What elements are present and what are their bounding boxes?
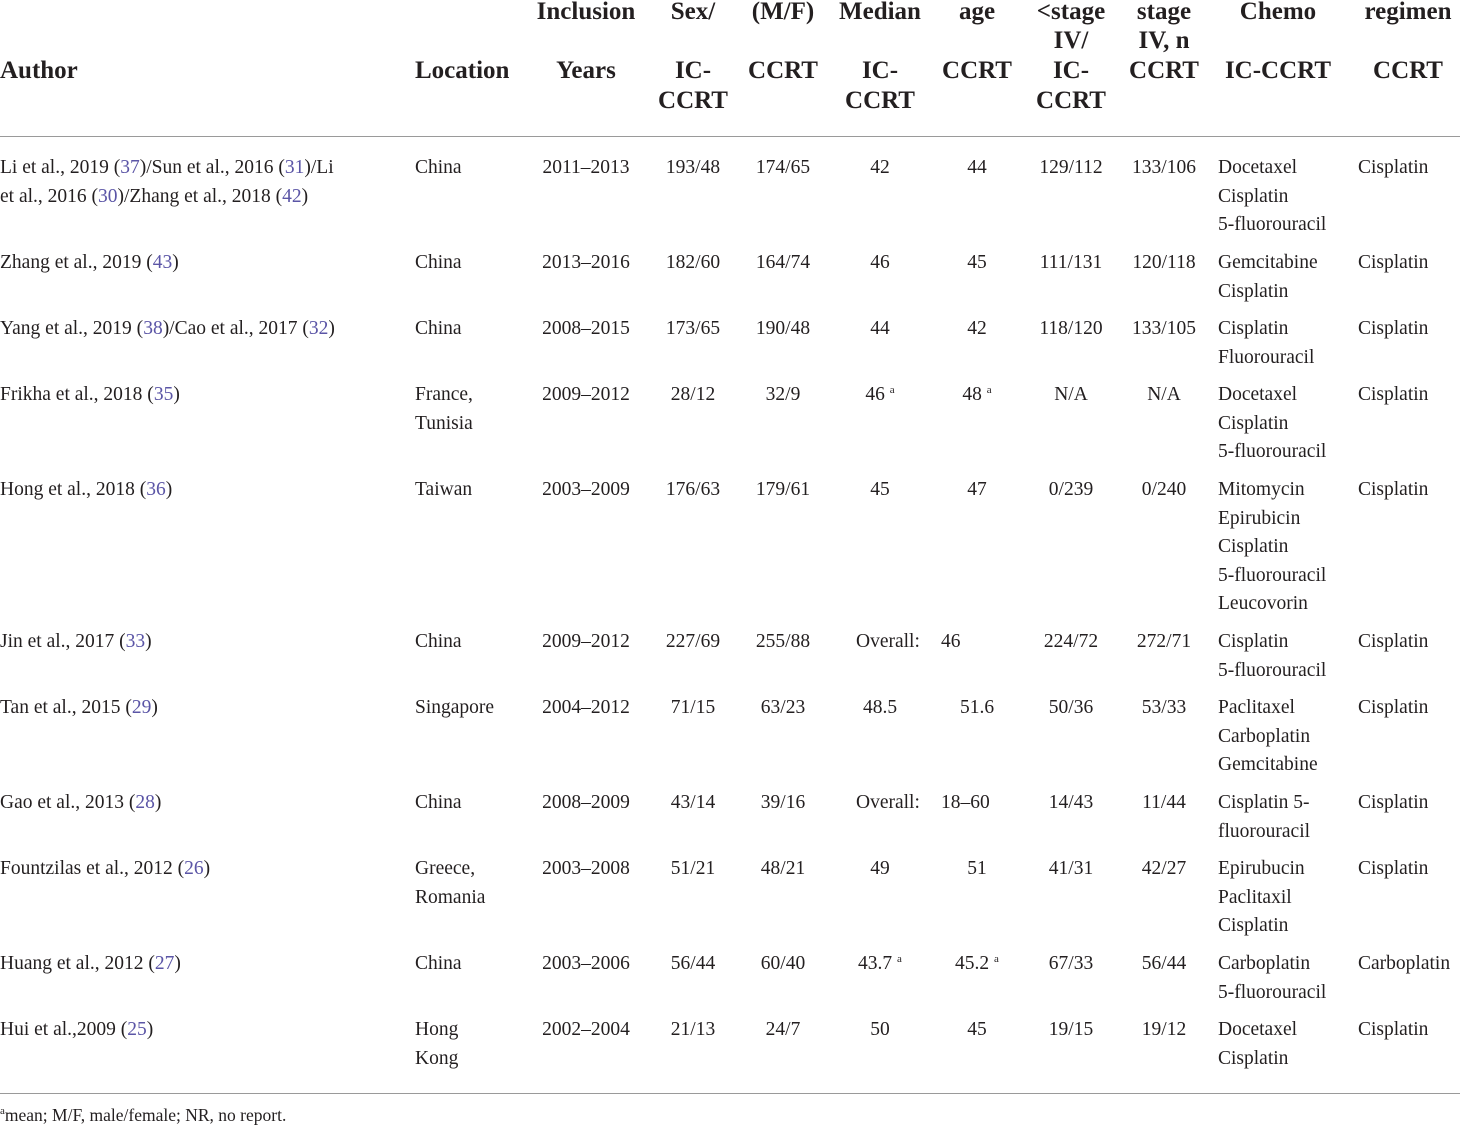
chemo-ic-line: Cisplatin [1218, 631, 1289, 652]
chemo-ic-line: Gemcitabine [1218, 754, 1318, 776]
chemo-ccrt-cell: Cisplatin [1358, 384, 1429, 405]
location-cell: China [415, 252, 462, 273]
years-cell [526, 381, 646, 410]
header-col-stage-ic-line-2: IV/ [1053, 27, 1089, 54]
sex-ic-cell-value: 176/63 [665, 479, 721, 500]
header-col-age-ic-line-2: IC- [861, 57, 899, 84]
years-cell [526, 476, 646, 505]
author-line [0, 950, 181, 979]
header-col-sex-ic-line-2: IC- [674, 57, 712, 84]
sex-ccrt-cell-value: 63/23 [760, 697, 806, 718]
location-cell: Taiwan [415, 479, 473, 500]
chemo-ic-line: Mitomycin [1218, 479, 1305, 500]
chemo-ccrt-cell: Cisplatin [1358, 479, 1429, 500]
sex-ccrt-cell [723, 789, 843, 818]
chemo-ccrt-cell: Cisplatin [1358, 1019, 1429, 1040]
age-ic-cell-value: 44 [870, 318, 890, 339]
author-line [0, 789, 161, 818]
author-text: Jin et al., 2017 ( [0, 631, 126, 652]
header-col-chemo-ic-line-1: Chemo [1239, 0, 1317, 25]
stage-ccrt-cell [1104, 476, 1224, 505]
stage-ccrt-cell [1104, 789, 1224, 818]
age-ic-cell-value: 43.7 [858, 953, 893, 974]
chemo-ic-line: Epirubicin [1218, 507, 1301, 529]
years-cell-value: 2013–2016 [542, 252, 630, 273]
header-col-sex-ic-line-3: CCRT [658, 87, 728, 114]
chemo-ic-line: Docetaxel [1218, 157, 1298, 178]
header-col-age-ccrt-line-2: CCRT [942, 57, 1012, 84]
age-ic-cell-value: 49 [870, 858, 890, 879]
sex-ccrt-cell-value: 32/9 [765, 384, 801, 405]
author-text: ) [165, 479, 173, 500]
header-col-location-line-1: Location [415, 57, 510, 84]
header-col-chemo-ccrt-line-1: regimen [1364, 0, 1452, 25]
sex-ccrt-cell-value: 164/74 [755, 252, 811, 273]
years-cell-value: 2002–2004 [542, 1019, 630, 1040]
author-text: ) [154, 792, 162, 813]
age-ccrt-cell-value: 45 [967, 252, 987, 273]
reference-number: 29 [131, 697, 152, 718]
author-line [0, 694, 158, 723]
stage-ic-cell-value: 67/33 [1048, 953, 1094, 974]
years-cell [526, 315, 646, 344]
chemo-ic-line: Carboplatin [1218, 725, 1311, 747]
header-col-stage-ic-line-1: <stage [1036, 0, 1106, 25]
age-ccrt-cell-value: 51 [967, 858, 987, 879]
chemo-ic-line: 5-fluorouracil [1218, 564, 1327, 586]
chemo-ccrt-cell: Carboplatin [1358, 953, 1451, 974]
years-cell-value: 2003–2009 [542, 479, 630, 500]
sex-ic-cell-value: 43/14 [670, 792, 716, 813]
sex-ccrt-cell-value: 179/61 [755, 479, 811, 500]
location-cell: China [415, 792, 462, 813]
stage-ic-cell-value: 0/239 [1048, 479, 1094, 500]
author-text: Yang et al., 2019 ( [0, 318, 144, 339]
stage-ic-cell-value: 14/43 [1048, 792, 1094, 813]
author-text: Fountzilas et al., 2012 ( [0, 858, 185, 879]
header-col-age-ic-line-1: Median [839, 0, 921, 25]
author-line [0, 315, 335, 344]
stage-ccrt-cell-value: 133/105 [1132, 318, 1196, 339]
stage-ccrt-cell-value: 0/240 [1141, 479, 1187, 500]
stage-ccrt-cell [1104, 628, 1224, 657]
author-line [0, 183, 308, 212]
chemo-ic-line: Cisplatin [1218, 412, 1289, 434]
author-text: et al., 2016 ( [0, 185, 99, 207]
author-text: Li et al., 2019 ( [0, 157, 121, 178]
stage-ccrt-cell-value: 19/12 [1141, 1019, 1187, 1040]
reference-number: 32 [308, 318, 329, 339]
footnote-text: mean; M/F, male/female; NR, no report. [4, 1105, 287, 1125]
reference-number: 36 [146, 479, 166, 500]
table-footnote [0, 1104, 286, 1126]
chemo-ic-line: Paclitaxel [1218, 697, 1295, 718]
author-text: ) [145, 631, 152, 652]
sex-ccrt-cell-value: 39/16 [760, 792, 806, 813]
author-text: Hui et al.,2009 ( [0, 1019, 128, 1040]
age-ccrt-cell-value: 45.2 [955, 953, 990, 974]
chemo-ccrt-cell: Cisplatin [1358, 792, 1429, 813]
years-cell [526, 1016, 646, 1045]
sex-ccrt-cell-value: 190/48 [755, 318, 811, 339]
chemo-ic-line: Gemcitabine [1218, 252, 1318, 273]
author-text: ) [146, 1019, 154, 1040]
age-ic-cell-value: 42 [870, 157, 890, 178]
sex-ccrt-cell-value: 60/40 [760, 953, 806, 974]
location-cell: Tunisia [415, 412, 473, 434]
age-ic-cell-footnote-mark: a [897, 953, 902, 965]
sex-ic-cell-value: 56/44 [670, 953, 716, 974]
sex-ic-cell-value: 21/13 [670, 1019, 716, 1040]
header-col-sex-ic-line-1: Sex/ [670, 0, 716, 25]
header-col-years-line-1: Inclusion [536, 0, 636, 25]
chemo-ic-line: Epirubucin [1218, 858, 1305, 879]
reference-number: 27 [154, 953, 175, 974]
years-cell [526, 154, 646, 183]
author-text: Hong et al., 2018 ( [0, 479, 147, 500]
years-cell-value: 2011–2013 [542, 157, 630, 178]
years-cell [526, 950, 646, 979]
chemo-ccrt-cell: Cisplatin [1358, 858, 1429, 879]
author-text: )/Li [304, 157, 334, 178]
chemo-ic-line: 5-fluorouracil [1218, 214, 1327, 236]
stage-ccrt-cell [1104, 315, 1224, 344]
author-text: )/Cao et al., 2017 ( [162, 318, 309, 339]
age-ccrt-cell-value: 45 [967, 1019, 987, 1040]
chemo-ic-line: fluorouracil [1218, 820, 1311, 842]
author-text: Zhang et al., 2019 ( [0, 252, 153, 273]
header-col-sex-ccrt-line-1: (M/F) [751, 0, 815, 25]
location-cell: France, [415, 384, 473, 405]
reference-number: 35 [153, 384, 174, 405]
stage-ccrt-cell-value: 133/106 [1132, 157, 1196, 178]
chemo-ic-line: Paclitaxil [1218, 886, 1292, 908]
header-col-stage-ccrt-line-3: CCRT [1129, 57, 1199, 84]
author-text: Tan et al., 2015 ( [0, 697, 132, 718]
location-cell: China [415, 157, 462, 178]
stage-ic-cell-value: 41/31 [1048, 858, 1094, 879]
age-ccrt-cell-value: 51.6 [959, 697, 995, 718]
header-col-stage-ccrt-line-2: IV, n [1138, 27, 1190, 54]
reference-number: 38 [143, 318, 163, 339]
author-text: ) [328, 318, 335, 339]
age-ccrt-cell-value: 44 [967, 157, 987, 178]
header-col-age-ccrt-line-1: age [958, 0, 996, 25]
location-cell: Romania [415, 886, 486, 908]
stage-ccrt-cell-value: 120/118 [1132, 252, 1196, 273]
stage-ic-cell-value: N/A [1054, 384, 1088, 405]
header-rule [0, 136, 1460, 137]
sex-ccrt-cell-value: 174/65 [755, 157, 811, 178]
header-col-chemo-ccrt-line-2: CCRT [1373, 57, 1443, 84]
years-cell [526, 628, 646, 657]
stage-ic-cell-value: 118/120 [1039, 318, 1103, 339]
chemo-ic-line: Cisplatin [1218, 536, 1289, 558]
chemo-ic-line: Docetaxel [1218, 384, 1298, 405]
footnote-mark: a [0, 1105, 5, 1117]
author-text: )/Zhang et al., 2018 ( [117, 185, 283, 207]
header-col-stage-ccrt-line-1: stage [1136, 0, 1192, 25]
chemo-ic-line: Cisplatin [1218, 185, 1289, 207]
overall-label: Overall: [856, 631, 920, 652]
sex-ccrt-cell-value: 48/21 [760, 858, 806, 879]
author-line [0, 476, 172, 505]
reference-number: 28 [135, 792, 155, 813]
stage-ccrt-cell [1104, 694, 1224, 723]
reference-number: 26 [184, 858, 204, 879]
years-cell [526, 249, 646, 278]
stage-ccrt-cell [1104, 154, 1224, 183]
age-ic-cell-value: 50 [870, 1019, 890, 1040]
age-ic-cell-value: 46 [870, 252, 890, 273]
header-col-chemo-ic-line-2: IC-CCRT [1224, 57, 1332, 84]
chemo-ic-line: 5-fluorouracil [1218, 659, 1327, 681]
location-cell: Hong [415, 1019, 459, 1040]
sex-ic-cell-value: 71/15 [670, 697, 716, 718]
overall-age-value: 18–60 [941, 792, 990, 813]
reference-number: 43 [152, 252, 173, 273]
chemo-ic-line: 5-fluorouracil [1218, 441, 1327, 463]
chemo-ic-line: Leucovorin [1218, 593, 1308, 615]
author-line [0, 381, 180, 410]
header-col-years-line-2: Years [556, 57, 616, 84]
age-ccrt-cell-value: 47 [967, 479, 987, 500]
header-col-author-line-1: Author [0, 57, 78, 84]
age-ic-cell-value: 46 [865, 384, 885, 405]
age-ccrt-cell-value: 48 [962, 384, 982, 405]
header-col-stage-ic-line-3: IC- [1052, 57, 1090, 84]
bottom-rule [0, 1093, 1460, 1094]
sex-ccrt-cell [723, 628, 843, 657]
author-text: ) [203, 858, 211, 879]
age-ic-cell-value: 48.5 [862, 697, 898, 718]
location-cell: China [415, 318, 462, 339]
location-cell: China [415, 631, 462, 652]
chemo-ccrt-cell: Cisplatin [1358, 252, 1429, 273]
stage-ccrt-cell [1104, 1016, 1224, 1045]
header-col-stage-ic-line-4: CCRT [1036, 87, 1106, 114]
years-cell-value: 2003–2008 [542, 858, 630, 879]
years-cell [526, 855, 646, 884]
chemo-ic-line: 5-fluorouracil [1218, 981, 1327, 1003]
sex-ic-cell-value: 51/21 [670, 858, 716, 879]
reference-number: 37 [120, 157, 140, 178]
chemo-ic-line: Cisplatin [1218, 280, 1289, 302]
stage-ccrt-cell [1104, 855, 1224, 884]
author-line [0, 1016, 153, 1045]
overall-label: Overall: [856, 792, 920, 813]
stage-ccrt-cell-value: 56/44 [1141, 953, 1187, 974]
stage-ccrt-cell-value: 272/71 [1136, 631, 1192, 652]
reference-number: 33 [125, 631, 146, 652]
stage-ccrt-cell-value: 53/33 [1141, 697, 1187, 718]
years-cell-value: 2003–2006 [542, 953, 630, 974]
chemo-ic-line: Cisplatin [1218, 1047, 1289, 1069]
sex-ccrt-cell-value: 255/88 [755, 631, 811, 652]
stage-ic-cell-value: 19/15 [1048, 1019, 1094, 1040]
stage-ic-cell-value: 111/131 [1039, 252, 1103, 273]
chemo-ccrt-cell: Cisplatin [1358, 697, 1429, 718]
sex-ic-cell-value: 193/48 [665, 157, 721, 178]
chemo-ic-line: Cisplatin [1218, 318, 1289, 339]
years-cell [526, 789, 646, 818]
author-text: Huang et al., 2012 ( [0, 953, 155, 974]
years-cell-value: 2009–2012 [542, 384, 630, 405]
age-ccrt-cell-footnote-mark: a [994, 953, 999, 965]
stage-ccrt-cell [1104, 381, 1224, 410]
location-cell: China [415, 953, 462, 974]
stage-ccrt-cell-value: N/A [1147, 384, 1181, 405]
header-col-age-ic-line-3: CCRT [845, 87, 915, 114]
author-line [0, 154, 334, 183]
sex-ccrt-cell-value: 24/7 [765, 1019, 801, 1040]
stage-ccrt-cell-value: 42/27 [1141, 858, 1187, 879]
stage-ic-cell-value: 50/36 [1048, 697, 1094, 718]
overall-age-value: 46 [941, 631, 961, 652]
chemo-ccrt-cell: Cisplatin [1358, 157, 1429, 178]
reference-number: 42 [282, 185, 302, 207]
author-text: )/Sun et al., 2016 ( [139, 157, 285, 178]
years-cell-value: 2004–2012 [542, 697, 630, 718]
chemo-ccrt-cell: Cisplatin [1358, 631, 1429, 652]
sex-ic-cell-value: 173/65 [665, 318, 721, 339]
years-cell [526, 694, 646, 723]
years-cell-value: 2009–2012 [542, 631, 630, 652]
author-text: ) [173, 384, 180, 405]
author-text: ) [172, 252, 179, 273]
author-text: ) [151, 697, 158, 718]
stage-ccrt-cell [1104, 950, 1224, 979]
years-cell-value: 2008–2009 [542, 792, 630, 813]
author-text: Gao et al., 2013 ( [0, 792, 136, 813]
sex-ic-cell-value: 28/12 [670, 384, 716, 405]
chemo-ic-line: Docetaxel [1218, 1019, 1298, 1040]
author-text: ) [174, 953, 181, 974]
chemo-ic-line: Cisplatin [1218, 915, 1289, 937]
sex-ic-cell-value: 182/60 [665, 252, 721, 273]
stage-ic-cell-value: 129/112 [1039, 157, 1103, 178]
age-ccrt-cell-footnote-mark: a [986, 384, 992, 396]
age-ic-cell-footnote-mark: a [889, 384, 895, 396]
chemo-ic-line: Carboplatin [1218, 953, 1311, 974]
stage-ccrt-cell [1104, 249, 1224, 278]
author-line [0, 249, 179, 278]
age-ic-cell-value: 45 [870, 479, 890, 500]
location-cell: Singapore [415, 697, 495, 718]
stage-ic-cell-value: 224/72 [1043, 631, 1099, 652]
location-cell: Kong [415, 1047, 459, 1069]
reference-number: 25 [127, 1019, 147, 1040]
chemo-ccrt-cell: Cisplatin [1358, 318, 1429, 339]
author-text: Frikha et al., 2018 ( [0, 384, 154, 405]
stage-ccrt-cell-value: 11/44 [1142, 792, 1186, 813]
chemo-ic-line: Cisplatin 5- [1218, 792, 1310, 813]
header-col-sex-ccrt-line-2: CCRT [748, 57, 818, 84]
reference-number: 31 [284, 157, 305, 178]
author-line [0, 628, 152, 657]
reference-number: 30 [98, 185, 118, 207]
sex-ic-cell-value: 227/69 [665, 631, 721, 652]
chemo-ic-line: Fluorouracil [1218, 346, 1315, 368]
age-ccrt-cell-value: 42 [967, 318, 987, 339]
author-text: ) [301, 185, 309, 207]
years-cell-value: 2008–2015 [542, 318, 630, 339]
author-line [0, 855, 210, 884]
location-cell: Greece, [415, 858, 476, 879]
